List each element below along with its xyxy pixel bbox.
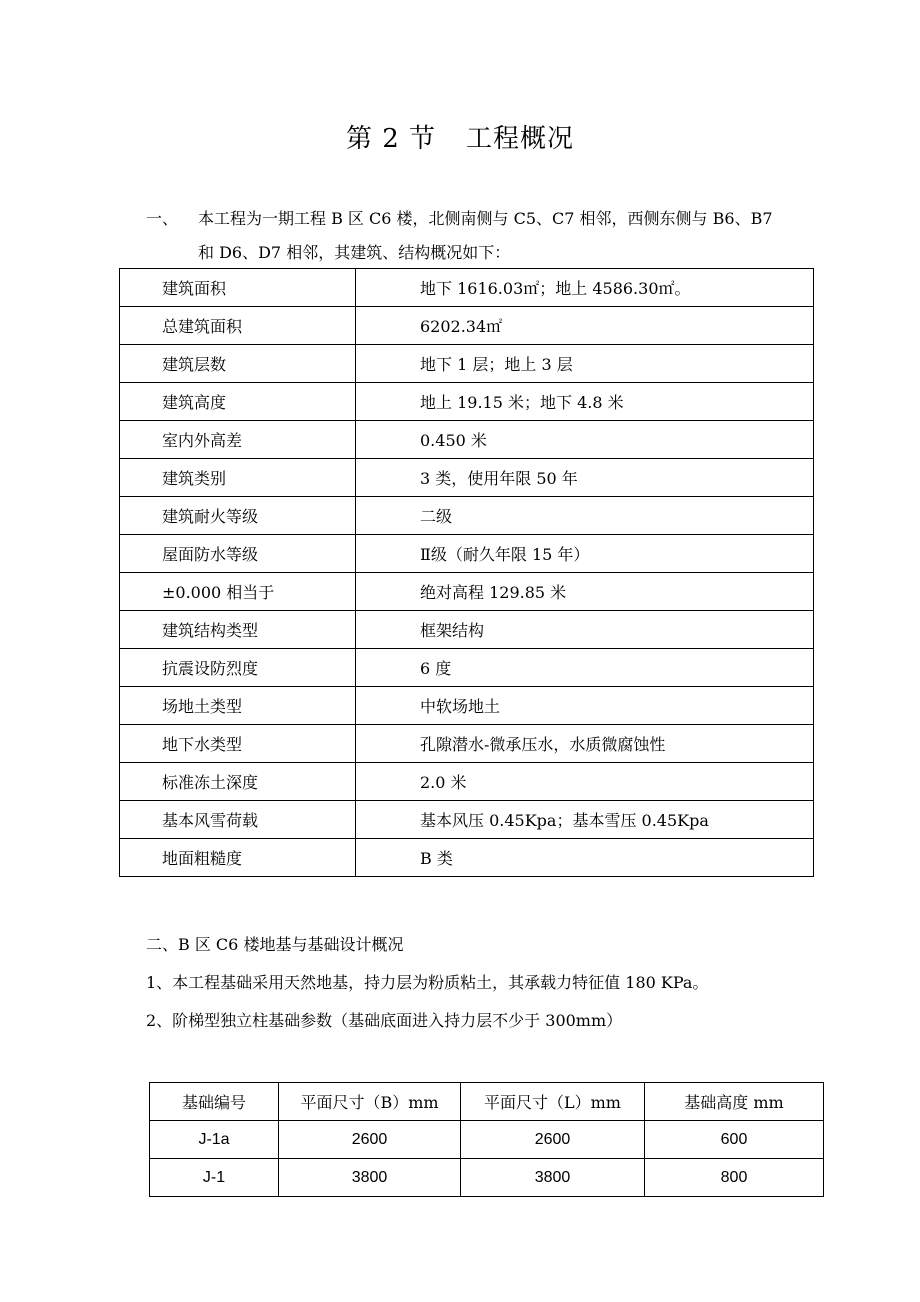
foundation-cell: J-1a — [150, 1121, 279, 1159]
table-row — [120, 573, 814, 611]
foundation-cell: 3800 — [279, 1159, 461, 1197]
page-title — [0, 118, 920, 155]
spec-value-cell: 地下 1616.03㎡；地上 4586.30㎡。 — [356, 269, 814, 307]
spec-value-cell: 二级 — [356, 497, 814, 535]
table-row — [150, 1159, 824, 1197]
spec-label-cell: 建筑结构类型 — [120, 611, 356, 649]
spec-value-cell: 2.0 米 — [356, 763, 814, 801]
spec-value-cell: 6 度 — [356, 649, 814, 687]
foundation-cell: 2600 — [461, 1121, 645, 1159]
foundation-cell: 800 — [645, 1159, 824, 1197]
spec-label-cell: 抗震设防烈度 — [120, 649, 356, 687]
table-row — [150, 1121, 824, 1159]
title-section-number: 第 2 节 — [345, 124, 437, 154]
spec-value-cell: 地上 19.15 米；地下 4.8 米 — [356, 383, 814, 421]
spec-value-cell: B 类 — [356, 839, 814, 877]
section2-item-1: 1、本工程基础采用天然地基，持力层为粉质粘土，其承载力特征值 180 KPa。 — [146, 973, 709, 992]
foundation-header-row — [150, 1083, 824, 1121]
table-row — [120, 801, 814, 839]
foundation-cell: 3800 — [461, 1159, 645, 1197]
spec-label-cell: 标准冻土深度 — [120, 763, 356, 801]
table-row — [120, 725, 814, 763]
spec-label-cell: ±0.000 相当于 — [120, 573, 356, 611]
table-row — [120, 421, 814, 459]
spec-label-cell: 建筑类别 — [120, 459, 356, 497]
intro-number: 一、 — [146, 209, 179, 228]
table-row — [120, 763, 814, 801]
spec-label-cell: 建筑耐火等级 — [120, 497, 356, 535]
spec-value-cell: 中软场地土 — [356, 687, 814, 725]
spec-label-cell: 建筑层数 — [120, 345, 356, 383]
table-row — [120, 383, 814, 421]
spec-value-cell: 框架结构 — [356, 611, 814, 649]
spec-value-cell: 地下 1 层；地上 3 层 — [356, 345, 814, 383]
foundation-table — [149, 1082, 824, 1197]
foundation-header-cell: 平面尺寸（B）mm — [279, 1083, 461, 1121]
spec-label-cell: 地面粗糙度 — [120, 839, 356, 877]
table-row — [120, 307, 814, 345]
table-row — [120, 839, 814, 877]
spec-label-cell: 总建筑面积 — [120, 307, 356, 345]
spec-label-cell: 场地土类型 — [120, 687, 356, 725]
spec-label-cell: 基本风雪荷载 — [120, 801, 356, 839]
spec-value-cell: 基本风压 0.45Kpa；基本雪压 0.45Kpa — [356, 801, 814, 839]
table-row — [120, 459, 814, 497]
intro-line-1: 本工程为一期工程 B 区 C6 楼，北侧南侧与 C5、C7 相邻，西侧东侧与 B6、B7 — [198, 209, 773, 228]
table-row — [120, 535, 814, 573]
building-spec-table — [119, 268, 814, 877]
spec-label-cell: 建筑高度 — [120, 383, 356, 421]
spec-label-cell: 建筑面积 — [120, 269, 356, 307]
spec-value-cell: 3 类，使用年限 50 年 — [356, 459, 814, 497]
spec-value-cell: Ⅱ级（耐久年限 15 年） — [356, 535, 814, 573]
foundation-header-cell: 基础编号 — [150, 1083, 279, 1121]
foundation-cell: 2600 — [279, 1121, 461, 1159]
spec-label-cell: 地下水类型 — [120, 725, 356, 763]
foundation-cell: 600 — [645, 1121, 824, 1159]
foundation-cell: J-1 — [150, 1159, 279, 1197]
spec-value-cell: 0.450 米 — [356, 421, 814, 459]
spec-value-cell: 绝对高程 129.85 米 — [356, 573, 814, 611]
spec-label-cell: 屋面防水等级 — [120, 535, 356, 573]
foundation-header-cell: 平面尺寸（L）mm — [461, 1083, 645, 1121]
table-row — [120, 269, 814, 307]
table-row — [120, 345, 814, 383]
spec-value-cell: 孔隙潜水-微承压水，水质微腐蚀性 — [356, 725, 814, 763]
table-row — [120, 649, 814, 687]
section2-item-2: 2、阶梯型独立柱基础参数（基础底面进入持力层不少于 300mm） — [146, 1011, 623, 1030]
spec-value-cell: 6202.34㎡ — [356, 307, 814, 345]
spec-label-cell: 室内外高差 — [120, 421, 356, 459]
title-text: 工程概况 — [466, 124, 575, 154]
foundation-header-cell: 基础高度 mm — [645, 1083, 824, 1121]
intro-line-2: 和 D6、D7 相邻，其建筑、结构概况如下： — [198, 243, 511, 262]
table-row — [120, 687, 814, 725]
table-row — [120, 611, 814, 649]
section2-heading: 二、B 区 C6 楼地基与基础设计概况 — [146, 935, 404, 954]
table-row — [120, 497, 814, 535]
